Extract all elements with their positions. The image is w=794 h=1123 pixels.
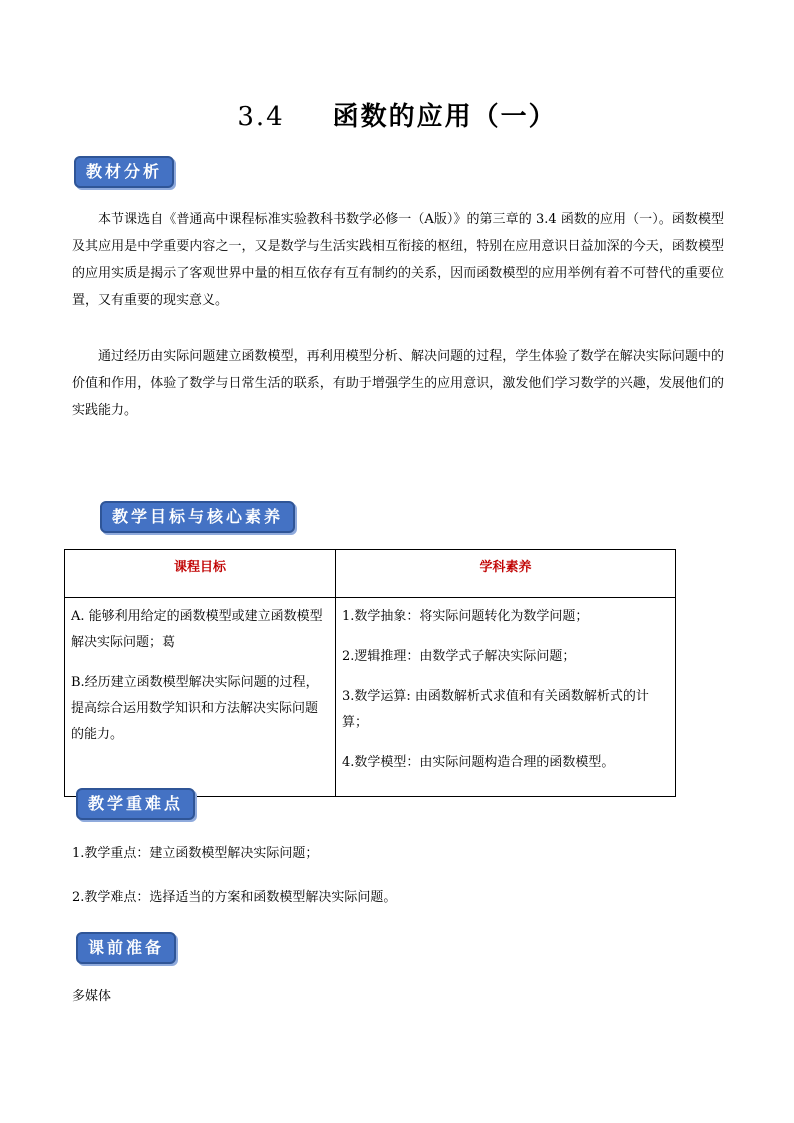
section-title: 函数的应用（一）	[332, 102, 557, 132]
course-goals-cell	[65, 598, 336, 797]
preparation-text: 多媒体	[72, 989, 112, 1004]
section-badge-keypoints: 教学重难点	[76, 788, 195, 820]
section-badge-preparation: 课前准备	[76, 932, 176, 964]
goals-table	[64, 549, 676, 797]
section-badge-goals: 教学目标与核心素养	[100, 501, 295, 533]
analysis-paragraph-1: 本节课选自《普通高中课程标准实验教科书数学必修一（A版）》的第三章的 3.4 函数的应用（一）。函数模型及其应用是中学重要内容之一，又是数学与生活实践相互衔接的枢纽，特别在应用意识日益加深的今天，函数模型的应用实质是揭示了客观世界中量的相互依存有互有制约的关系，因而函数模型的应用举例有着不可替代的重要位置，又有重要的现实意义。	[72, 212, 724, 308]
analysis-paragraph-2: 通过经历由实际问题建立函数模型，再利用模型分析、解决问题的过程，学生体验了数学在解决实际问题中的价值和作用，体验了数学与日常生活的联系，有助于增强学生的应用意识，激发他们学习数学的兴趣，发展他们的实践能力。	[72, 349, 724, 418]
course-goal-a: A. 能够利用给定的函数模型或建立函数模型解决实际问题；葛	[71, 609, 323, 650]
course-goal-b: B.经历建立函数模型解决实际问题的过程，提高综合运用数学知识和方法解决实际问题的能力。	[71, 675, 319, 742]
section-badge-analysis: 教材分析	[74, 156, 174, 188]
literacy-item-3: 3.数学运算: 由函数解析式求值和有关函数解析式的计算；	[342, 689, 649, 730]
header-subject-literacy: 学科素养	[336, 550, 676, 598]
literacy-item-2: 2.逻辑推理：由数学式子解决实际问题；	[342, 649, 576, 664]
keypoint-2: 2.教学难点：选择适当的方案和函数模型解决实际问题。	[72, 890, 397, 905]
literacy-cell	[336, 598, 676, 797]
literacy-item-4: 4.数学模型：由实际问题构造合理的函数模型。	[342, 755, 615, 770]
header-course-goals: 课程目标	[65, 550, 336, 598]
page-title	[0, 96, 794, 133]
section-number: 3.4	[237, 102, 285, 132]
literacy-item-1: 1.数学抽象：将实际问题转化为数学问题；	[342, 609, 589, 624]
keypoint-1: 1.教学重点：建立函数模型解决实际问题；	[72, 846, 319, 861]
